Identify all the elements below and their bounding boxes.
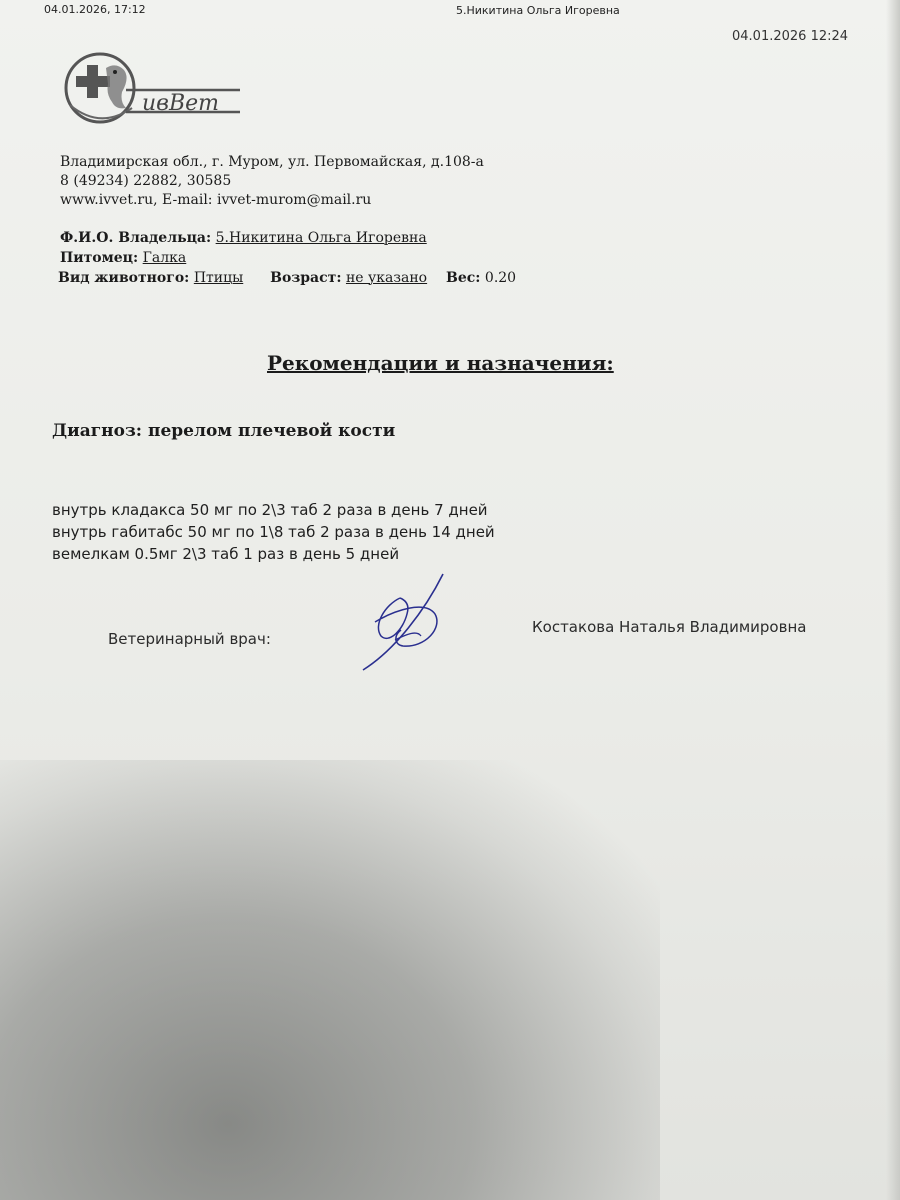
owner-row — [60, 230, 427, 246]
prescription-item: вемелкам 0.5мг 2\3 таб 1 раз в день 5 дней — [52, 545, 400, 563]
age-value: не указано — [345, 270, 428, 286]
species-label: Вид животного: — [58, 270, 190, 286]
document-datetime: 04.01.2026 12:24 — [732, 29, 849, 44]
vet-label: Ветеринарный врач: — [108, 630, 271, 648]
clinic-web-email: www.ivvet.ru, E-mail: ivvet-murom@mail.ru — [60, 192, 372, 208]
vet-name: Костакова Наталья Владимировна — [532, 618, 807, 636]
photo-shadow — [0, 760, 660, 1200]
prescription-list — [52, 500, 495, 564]
prescription-item: внутрь габитабс 50 мг по 1\8 таб 2 раза в день 14 дней — [52, 523, 495, 541]
clinic-address: Владимирская обл., г. Муром, ул. Первомайская, д.108-а — [60, 154, 484, 170]
owner-value: 5.Никитина Ольга Игоревна — [215, 230, 427, 246]
logo-text: ивВет — [142, 91, 220, 116]
pet-value: Галка — [142, 250, 187, 266]
weight-label: Вес: — [446, 270, 481, 286]
owner-label: Ф.И.О. Владельца: — [60, 230, 212, 246]
paper-edge — [886, 0, 900, 1200]
pet-row — [60, 250, 186, 266]
signature — [355, 570, 455, 675]
species-value: Птицы — [193, 270, 244, 286]
diagnosis-row — [52, 421, 395, 441]
diagnosis-value: перелом плечевой кости — [148, 421, 396, 441]
diagnosis-label: Диагноз: — [52, 421, 143, 441]
weight-value: 0.20 — [484, 270, 517, 286]
clinic-logo — [60, 50, 250, 126]
print-title: 5.Никитина Ольга Игоревна — [456, 4, 620, 17]
print-datetime: 04.01.2026, 17:12 — [44, 3, 146, 16]
page-title: Рекомендации и назначения: — [267, 351, 614, 375]
prescription-item: внутрь кладакса 50 мг по 2\3 таб 2 раза в день 7 дней — [52, 501, 488, 519]
pet-label: Питомец: — [60, 250, 139, 266]
species-row — [58, 270, 516, 286]
age-label: Возраст: — [270, 270, 342, 286]
clinic-phones: 8 (49234) 22882, 30585 — [60, 173, 232, 189]
